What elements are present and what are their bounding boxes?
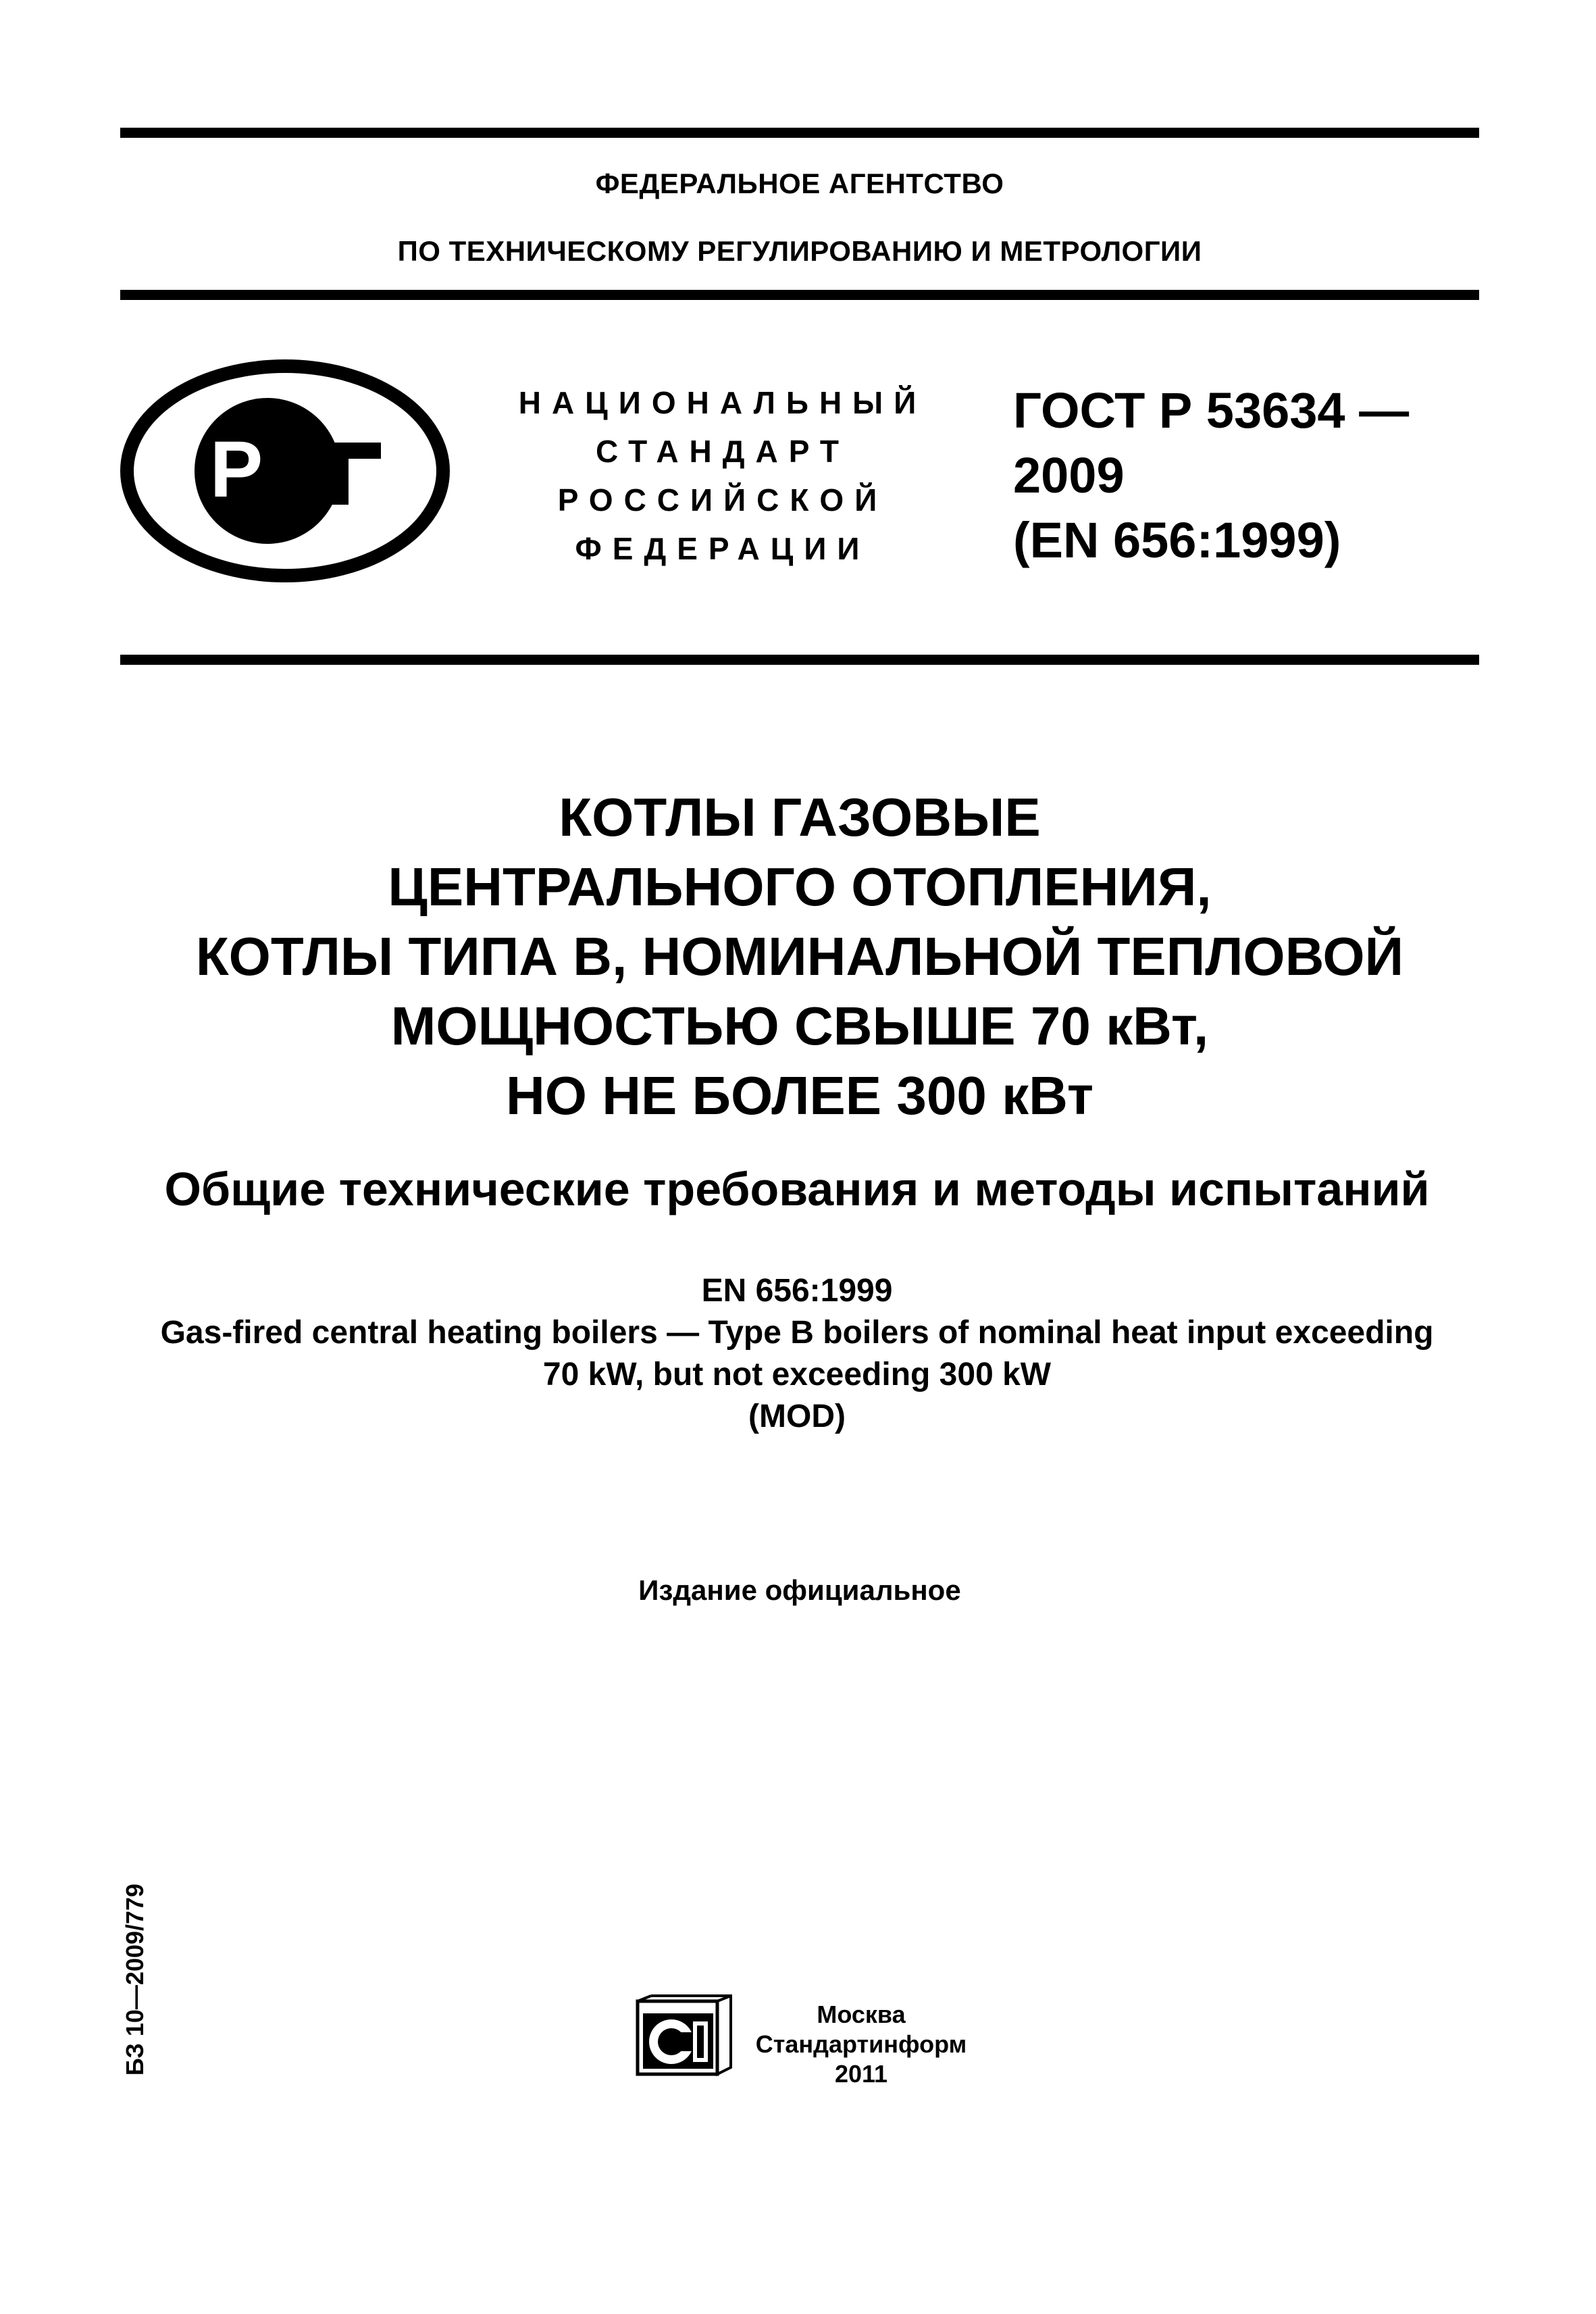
standard-equivalent: (EN 656:1999) bbox=[1013, 512, 1341, 568]
en-title-line: 70 kW, but not exceeding 300 kW bbox=[542, 1357, 1052, 1392]
agency-line-1: ФЕДЕРАЛЬНОЕ АГЕНТСТВО bbox=[595, 168, 1004, 199]
english-title-block bbox=[101, 1270, 1493, 1438]
publisher-year: 2011 bbox=[834, 2060, 888, 2088]
side-note bbox=[108, 1878, 162, 2081]
en-mod-label: (MOD) bbox=[748, 1399, 846, 1434]
title-line: МОЩНОСТЬЮ СВЫШЕ 70 кВт, bbox=[390, 996, 1209, 1056]
document-title bbox=[120, 782, 1479, 1130]
standard-number: ГОСТ Р 53634 — bbox=[1013, 382, 1410, 438]
title-line: НО НЕ БОЛЕЕ 300 кВт bbox=[505, 1065, 1094, 1126]
en-standard-code: EN 656:1999 bbox=[701, 1273, 893, 1309]
title-line: КОТЛЫ ТИПА В, НОМИНАЛЬНОЙ ТЕПЛОВОЙ bbox=[195, 926, 1404, 986]
title-line: ЦЕНТРАЛЬНОГО ОТОПЛЕНИЯ, bbox=[388, 857, 1212, 917]
national-standard-label bbox=[493, 378, 952, 573]
rst-mark-icon bbox=[120, 358, 450, 584]
publisher-name: Стандартинформ bbox=[755, 2030, 967, 2058]
standard-year: 2009 bbox=[1013, 447, 1125, 503]
national-standard-line: РОССИЙСКОЙ bbox=[557, 482, 888, 518]
national-standard-line: НАЦИОНАЛЬНЫЙ bbox=[518, 385, 927, 420]
standard-designation bbox=[1013, 378, 1486, 573]
title-line: КОТЛЫ ГАЗОВЫЕ bbox=[559, 787, 1041, 847]
svg-text:Р: Р bbox=[209, 425, 263, 514]
en-title-line: Gas-fired central heating boilers — Type B boilers of nominal heat input exceeding bbox=[160, 1315, 1434, 1351]
publisher-block bbox=[750, 2000, 973, 2089]
agency-rule bbox=[120, 290, 1479, 300]
national-standard-line: СТАНДАРТ bbox=[596, 434, 850, 469]
document-subtitle: Общие технические требования и методы испытаний bbox=[164, 1163, 1430, 1215]
header-rule bbox=[120, 655, 1479, 665]
side-note-text: БЗ 10—2009/779 bbox=[121, 1883, 149, 2076]
edition-label: Издание официальное bbox=[638, 1574, 961, 1606]
publisher-city: Москва bbox=[817, 2001, 906, 2028]
national-standard-line: ФЕДЕРАЦИИ bbox=[575, 531, 871, 566]
agency-line-2: ПО ТЕХНИЧЕСКОМУ РЕГУЛИРОВАНИЮ И МЕТРОЛОГИИ bbox=[397, 235, 1202, 267]
standartinform-mark-icon bbox=[634, 1994, 735, 2080]
top-rule bbox=[120, 128, 1479, 138]
